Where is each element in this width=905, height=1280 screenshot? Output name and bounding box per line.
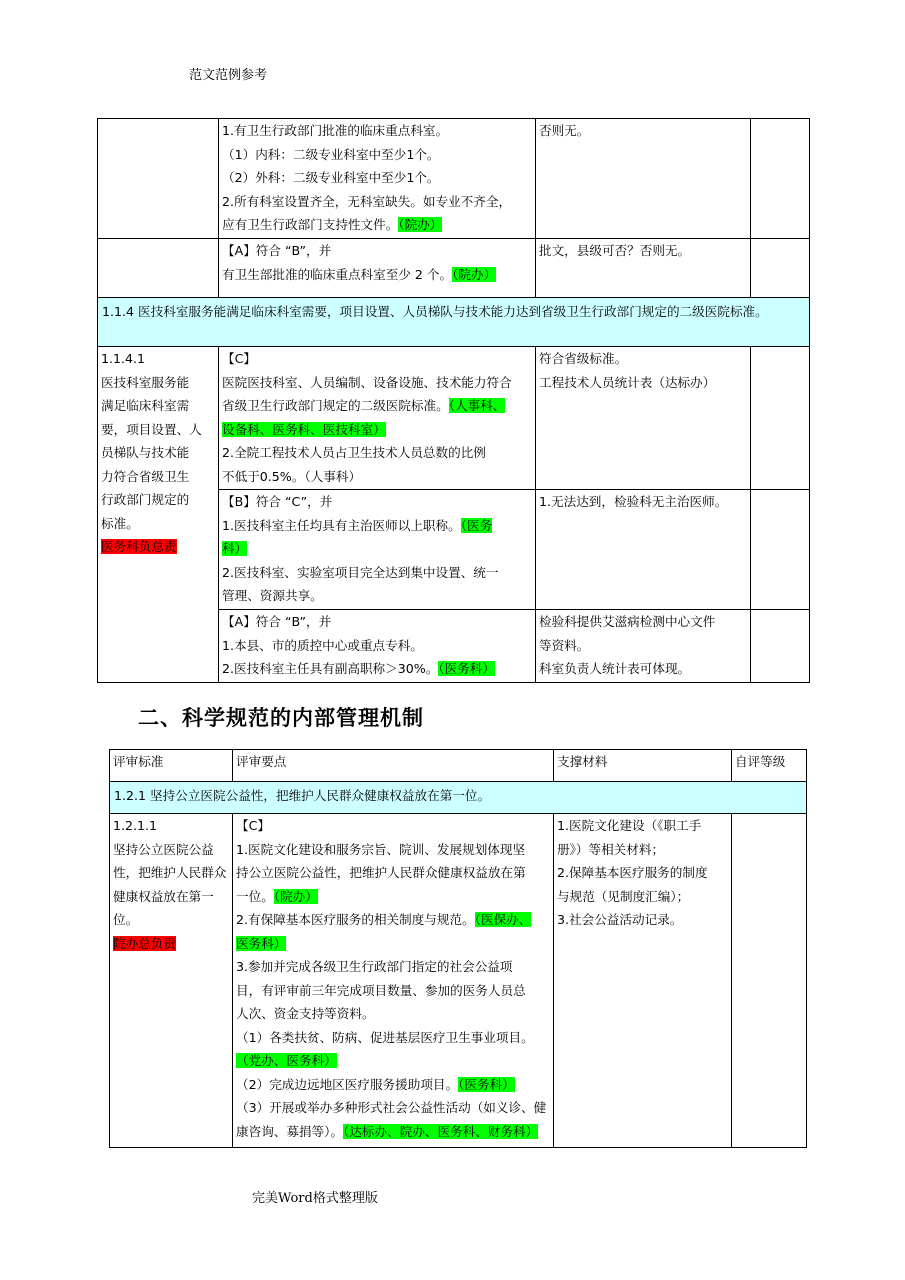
- header-points: 评审要点: [233, 750, 554, 782]
- text-line: [222, 143, 532, 167]
- page-header-note: 范文范例参考: [189, 68, 268, 83]
- text-line: [222, 561, 532, 585]
- department-highlight: （医务科）: [438, 661, 495, 676]
- table-header-row: [110, 750, 807, 782]
- page-footer-note: 完美Word格式整理版: [252, 1191, 378, 1206]
- line-text: 康咨询、募捐等）。: [236, 1123, 344, 1139]
- table-row: [110, 814, 807, 1148]
- line-text: 3.参加并完成各级卫生行政部门指定的社会公益项: [236, 959, 513, 974]
- line-text: 1.有卫生行政部门批准的临床重点科室。: [222, 123, 449, 138]
- empty-cell: [98, 239, 219, 298]
- header-standard: 评审标准: [110, 750, 233, 782]
- section-row: [110, 782, 807, 814]
- text-line: [222, 441, 532, 465]
- section-heading: 二、科学规范的内部管理机制: [138, 706, 424, 730]
- department-highlight: （院办）: [452, 266, 497, 282]
- grade-cell: [751, 347, 810, 490]
- line-text: 【C】: [222, 351, 256, 366]
- material-cell: [554, 814, 732, 1148]
- item-description: [101, 371, 215, 536]
- text-line: 科室负责人统计表可体现。: [539, 661, 691, 676]
- department-highlight: 科）: [222, 541, 248, 556]
- line-text: 不低于0.5%。（人事科）: [222, 468, 362, 484]
- line-text: 2.医技科室、实验室项目完全达到集中设置、统一: [222, 564, 499, 580]
- text-line: 医技科室服务能: [101, 374, 190, 390]
- line-text: （1）内科：二级专业科室中至少1个。: [222, 146, 440, 162]
- header-grade: 自评等级: [732, 750, 807, 782]
- line-text: 目，有评审前三年完成项目数量、参加的医务人员总: [236, 982, 526, 998]
- line-text: 人次、资金支持等资料。: [236, 1006, 375, 1021]
- text-line: [236, 1049, 550, 1073]
- line-text: 1.医技科室主任均具有主治医师以上职称。: [222, 517, 461, 533]
- material-cell: 1.无法达到，检验科无主治医师。: [536, 490, 751, 610]
- text-line: [236, 908, 550, 932]
- text-line: [222, 514, 532, 538]
- line-text: （2）外科：二级专业科室中至少1个。: [222, 170, 440, 185]
- line-text: 2.医技科室主任具有副高职称＞30%。: [222, 661, 439, 676]
- text-line: 满足临床科室需: [101, 398, 190, 413]
- line-text: （3）开展或举办多种形式社会公益性活动（如义诊、健: [236, 1100, 547, 1115]
- empty-cell: [98, 119, 219, 239]
- text-line: 要，项目设置、人: [101, 421, 202, 437]
- standard-cell: [110, 814, 233, 1148]
- line-text: 一位。: [236, 888, 274, 904]
- text-line: 力符合省级卫生: [101, 468, 190, 484]
- material-cell: [536, 347, 751, 490]
- text-line: 册》）等相关材料；: [557, 841, 665, 857]
- points-cell: [233, 814, 554, 1148]
- text-line: [222, 610, 532, 634]
- text-line: [236, 838, 550, 862]
- text-line: 符合省级标准。: [539, 351, 628, 366]
- text-line: [222, 190, 532, 214]
- line-text: 【A】符合 “B”，并: [222, 243, 332, 258]
- standard-cell: [98, 347, 219, 683]
- grade-a-cell: [219, 239, 536, 298]
- department-highlight: （达标办、院办、医务科、财务科）: [343, 1123, 539, 1139]
- text-line: [236, 1096, 550, 1120]
- item-id: 1.1.4.1: [101, 351, 146, 366]
- text-line: [236, 1120, 550, 1144]
- text-line: [222, 634, 532, 658]
- text-line: 行政部门规定的: [101, 492, 190, 507]
- text-line: [222, 465, 532, 489]
- line-text: 2.所有科室设置齐全，无科室缺失。如专业不齐全，: [222, 193, 512, 209]
- evaluation-table-1: [97, 118, 810, 683]
- text-line: [222, 371, 532, 395]
- table-row: [98, 347, 810, 490]
- text-line: 1.医院文化建设（《职工手: [557, 818, 702, 833]
- line-text: （1）各类扶贫、防病、促进基层医疗卫生事业项目。: [236, 1029, 534, 1045]
- grade-cell: [751, 490, 810, 610]
- table-row: [98, 239, 810, 298]
- line-text: 1.本县、市的质控中心或重点专科。: [222, 637, 423, 653]
- department-highlight: （院办）: [273, 888, 318, 904]
- text-line: [222, 239, 532, 263]
- criteria-cell: [219, 119, 536, 239]
- department-highlight: 医务科）: [236, 935, 287, 951]
- grade-cell: [751, 119, 810, 239]
- text-line: [236, 1073, 550, 1097]
- line-text: 应有卫生行政部门支持性文件。: [222, 217, 399, 232]
- text-line: [222, 166, 532, 190]
- line-text: 管理、资源共享。: [222, 588, 323, 603]
- text-line: 位。: [113, 912, 139, 927]
- text-line: 检验科提供艾滋病检测中心文件: [539, 614, 716, 629]
- department-highlight: （人事科、: [448, 398, 506, 413]
- text-line: [222, 657, 532, 681]
- grade-b-cell: [219, 490, 536, 610]
- text-line: 健康权益放在第一: [113, 888, 214, 904]
- text-line: [236, 1026, 550, 1050]
- line-text: 省级卫生行政部门规定的二级医院标准。: [222, 398, 449, 413]
- text-line: [222, 490, 532, 514]
- header-material: 支撑材料: [554, 750, 732, 782]
- material-cell: 否则无。: [536, 119, 751, 239]
- line-text: 有卫生部批准的临床重点科室至少 2 个。: [222, 266, 453, 282]
- department-highlight: （党办、医务科）: [236, 1053, 337, 1068]
- grade-a-cell: [219, 610, 536, 683]
- text-line: 与规范（见制度汇编）；: [557, 888, 690, 904]
- text-line: [236, 932, 550, 956]
- text-line: 工程技术人员统计表（达标办）: [539, 374, 716, 390]
- text-line: 3.社会公益活动记录。: [557, 912, 683, 927]
- text-line: [222, 394, 532, 418]
- text-line: 性，把维护人民群众: [113, 865, 227, 880]
- text-line: 2.保障基本医疗服务的制度: [557, 865, 708, 880]
- text-line: [222, 584, 532, 608]
- text-line: [222, 213, 532, 237]
- text-line: [222, 537, 532, 561]
- owner-badge: 院办总负责: [113, 935, 176, 951]
- grade-cell: [732, 814, 807, 1148]
- department-highlight: （医务: [460, 517, 493, 533]
- text-line: [236, 885, 550, 909]
- line-text: 医院医技科室、人员编制、设备设施、技术能力符合: [222, 374, 512, 390]
- section-title: 1.1.4 医技科室服务能满足临床科室需要，项目设置、人员梯队与技术能力达到省级卫生行政部门规定的二级医院标准。: [98, 298, 810, 347]
- section-row: [98, 298, 810, 347]
- evaluation-table-2: [109, 749, 807, 1148]
- line-text: 【A】符合 “B”，并: [222, 614, 332, 629]
- text-line: [222, 119, 532, 143]
- grade-cell: [751, 610, 810, 683]
- line-text: （2）完成边远地区医疗服务援助项目。: [236, 1076, 459, 1092]
- line-text: 【C】: [236, 818, 270, 833]
- text-line: 坚持公立医院公益: [113, 841, 214, 857]
- text-line: [236, 814, 550, 838]
- grade-c-cell: [219, 347, 536, 490]
- text-line: [236, 979, 550, 1003]
- item-id: 1.2.1.1: [113, 818, 158, 833]
- department-highlight: （医务科）: [458, 1076, 515, 1092]
- grade-cell: [751, 239, 810, 298]
- line-text: 持公立医院公益性，把维护人民群众健康权益放在第: [236, 865, 526, 880]
- table-row: [98, 119, 810, 239]
- text-line: 员梯队与技术能: [101, 445, 190, 460]
- line-text: 1.医院文化建设和服务宗旨、院训、发展规划体现坚: [236, 841, 526, 857]
- department-highlight: （医保办、: [474, 912, 532, 927]
- line-text: 2.全院工程技术人员占卫生技术人员总数的比例: [222, 445, 486, 460]
- material-cell: 批文，县级可否？否则无。: [536, 239, 751, 298]
- text-line: [222, 347, 532, 371]
- department-highlight: 设备科、医务科、医技科室）: [222, 421, 386, 437]
- text-line: 等资料。: [539, 637, 590, 653]
- owner-badge: 医务科负总责: [101, 539, 177, 554]
- material-cell: [536, 610, 751, 683]
- text-line: 标准。: [101, 515, 139, 531]
- line-text: 2.有保障基本医疗服务的相关制度与规范。: [236, 912, 475, 927]
- section-title: 1.2.1 坚持公立医院公益性，把维护人民群众健康权益放在第一位。: [110, 782, 807, 814]
- line-text: 【B】符合 “C”，并: [222, 494, 333, 509]
- text-line: [236, 861, 550, 885]
- text-line: [236, 1002, 550, 1026]
- item-description: [113, 838, 229, 932]
- department-highlight: （院办）: [398, 217, 443, 232]
- text-line: [236, 955, 550, 979]
- text-line: [222, 418, 532, 442]
- text-line: [222, 263, 532, 287]
